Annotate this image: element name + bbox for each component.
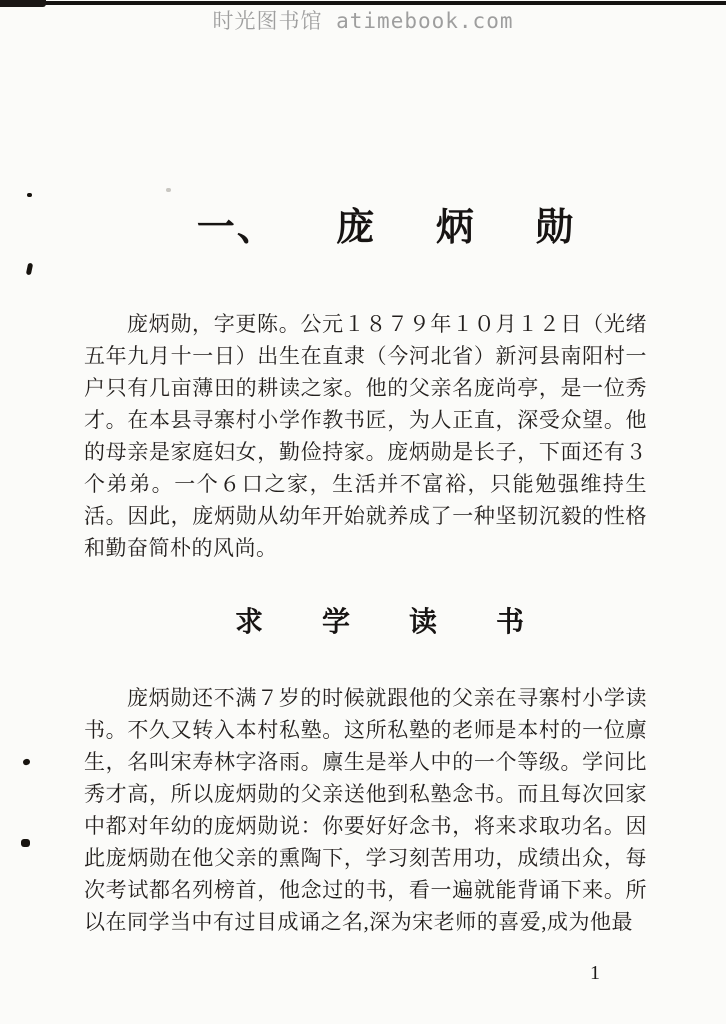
text-line: 活。因此，庞炳勋从幼年开始就养成了一种坚韧沉毅的性格 <box>84 504 647 528</box>
text-line: 次考试都名列榜首，他念过的书，看一遍就能背诵下来。所 <box>84 878 647 902</box>
paragraph-schooling <box>84 682 647 938</box>
ink-speck <box>22 758 31 766</box>
text-line: 此庞炳勋在他父亲的熏陶下，学习刻苦用功，成绩出众，每 <box>84 846 647 870</box>
chapter-title: 一、 庞 炳 勋 <box>196 207 576 249</box>
text-line: 秀才高，所以庞炳勋的父亲送他到私塾念书。而且每次回家 <box>84 782 647 806</box>
ink-speck <box>166 188 171 192</box>
text-line: 庞炳勋，字更陈。公元１８７９年１０月１２日（光绪 <box>127 312 647 336</box>
text-line: 庞炳勋还不满７岁的时候就跟他的父亲在寻寨村小学读 <box>127 686 647 710</box>
text-line: 五年九月十一日）出生在直隶（今河北省）新河县南阳村一 <box>84 344 647 368</box>
text-line: 户只有几亩薄田的耕读之家。他的父亲名庞尚亭，是一位秀 <box>84 376 647 400</box>
ink-speck <box>27 193 32 197</box>
watermark-banner <box>0 5 726 35</box>
text-line: 和勤奋简朴的风尚。 <box>84 536 278 560</box>
text-line: 个弟弟。一个６口之家，生活并不富裕，只能勉强维持生 <box>84 472 647 496</box>
text-line: 的母亲是家庭妇女，勤俭持家。庞炳勋是长子，下面还有３ <box>84 440 647 464</box>
text-line: 中都对年幼的庞炳勋说：你要好好念书，将来求取功名。因 <box>84 814 647 838</box>
text-line: 才。在本县寻寨村小学作教书匠，为人正直，深受众望。他 <box>84 408 647 432</box>
paragraph-biography-intro <box>84 308 647 564</box>
section-heading: 求 学 读 书 <box>234 607 525 638</box>
text-line: 书。不久又转入本村私塾。这所私塾的老师是本村的一位廪 <box>84 718 647 742</box>
page-number: 1 <box>590 962 600 984</box>
ink-speck <box>21 839 30 847</box>
text-line: 生，名叫宋寿林字洛雨。廪生是举人中的一个等级。学问比 <box>84 750 647 774</box>
text-line: 以在同学当中有过目成诵之名,深为宋老师的喜爱,成为他最 <box>84 910 633 934</box>
watermark-text: 时光图书馆 atimebook.com <box>212 9 514 33</box>
ink-speck <box>26 263 33 276</box>
